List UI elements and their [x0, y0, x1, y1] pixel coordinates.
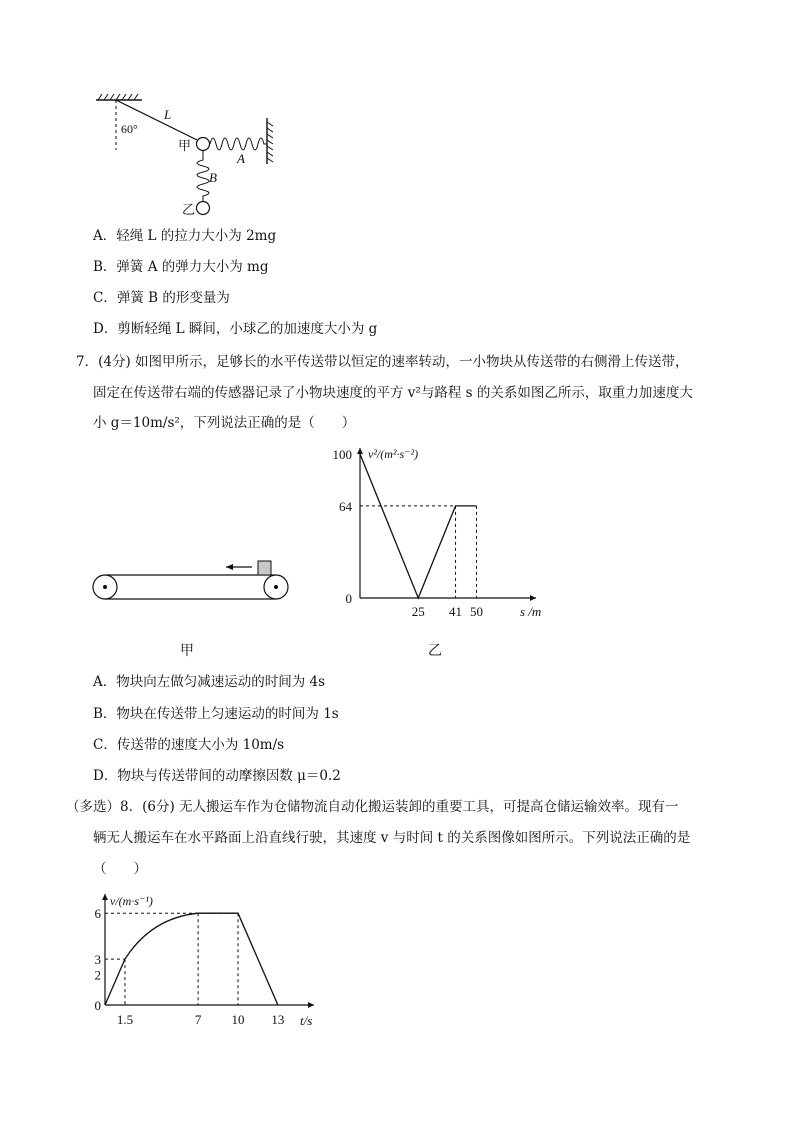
block — [258, 561, 271, 575]
q6-option-a: A．轻绳 L 的拉力大小为 2mg — [93, 228, 277, 244]
conveyor-figure — [90, 550, 310, 610]
y-tick-6: 6 — [94, 906, 101, 922]
angle-label: 60° — [121, 122, 138, 136]
q7-stem-line1: 7．(4分) 如图甲所示，足够长的水平传送带以恒定的速率转动，一小物块从传送带的右侧滑上传送带， — [76, 354, 689, 370]
label-yi: 乙 — [182, 202, 196, 217]
q7-option-b: B．物块在传送带上匀速运动的时间为 1s — [93, 706, 339, 722]
spring-B — [197, 151, 209, 202]
x-axis-arrow — [308, 1002, 314, 1008]
x-axis-arrow — [530, 595, 536, 601]
x-tick-7: 7 — [194, 1012, 202, 1027]
ball-jia — [197, 138, 210, 151]
v-t-graph — [88, 888, 338, 1028]
y-tick-0: 0 — [94, 998, 101, 1013]
y-axis-arrow — [357, 448, 363, 454]
q7-stem-line2: 固定在传送带右端的传感器记录了小物块速度的平方 v²与路程 s 的关系如图乙所示，取重力加速度大 — [93, 385, 693, 401]
caption-jia: 甲 — [180, 643, 194, 659]
q7-option-d: D．物块与传送带间的动摩擦因数 μ＝0.2 — [93, 768, 341, 784]
x-tick-13: 13 — [271, 1012, 285, 1027]
q6-option-b: B．弹簧 A 的弹力大小为 mg — [93, 259, 269, 275]
q7-stem-line3: 小 g＝10m/s²，下列说法正确的是（ ） — [93, 415, 356, 431]
y-axis-label: v/(m·s⁻¹) — [110, 894, 153, 908]
y-axis-arrow — [102, 894, 108, 900]
q8-stem-line1: （多选）8．(6分) 无人搬运车作为仓储物流自动化搬运装卸的重要工具，可提高仓储运输效率。现有一 — [66, 799, 679, 815]
x-tick-41: 41 — [449, 604, 463, 619]
x-tick-0: 0 — [345, 591, 352, 606]
v2-s-graph — [330, 440, 570, 620]
y-tick-2: 2 — [94, 967, 101, 983]
x-tick-25: 25 — [411, 604, 425, 619]
x-tick-50: 50 — [470, 604, 483, 619]
spring-ball-figure — [90, 90, 290, 220]
v-t-series — [105, 913, 278, 1005]
q6-option-c: C．弹簧 B 的形变量为 — [93, 290, 230, 306]
y-tick-3: 3 — [94, 952, 101, 968]
y-tick-64: 64 — [339, 498, 352, 514]
q8-stem-line2: 辆无人搬运车在水平路面上沿直线行驶，其速度 v 与时间 t 的关系图像如图所示。下列说法正确的是 — [93, 830, 691, 846]
spring-A — [210, 138, 267, 150]
label-L: L — [164, 107, 172, 122]
q7-option-c: C．传送带的速度大小为 10m/s — [93, 737, 285, 753]
caption-yi: 乙 — [428, 643, 442, 659]
y-axis-label: v²/(m²·s⁻²) — [368, 447, 419, 461]
label-A: A — [237, 151, 245, 166]
q8-stem-line3: （ ） — [93, 861, 147, 877]
y-tick-100: 100 — [332, 447, 352, 462]
label-jia: 甲 — [178, 138, 192, 153]
v2-s-series — [360, 454, 477, 598]
q6-option-d: D．剪断轻绳 L 瞬间，小球乙的加速度大小为 g — [93, 321, 378, 337]
x-axis-label: t/s — [300, 1013, 313, 1028]
q7-option-a: A．物块向左做匀减速运动的时间为 4s — [93, 674, 326, 690]
label-B: B — [209, 170, 217, 185]
x-tick-1.5: 1.5 — [116, 1012, 134, 1027]
x-axis-label: s /m — [520, 604, 542, 619]
velocity-arrow — [226, 564, 233, 570]
x-tick-10: 10 — [231, 1012, 245, 1027]
ball-yi — [197, 202, 210, 215]
